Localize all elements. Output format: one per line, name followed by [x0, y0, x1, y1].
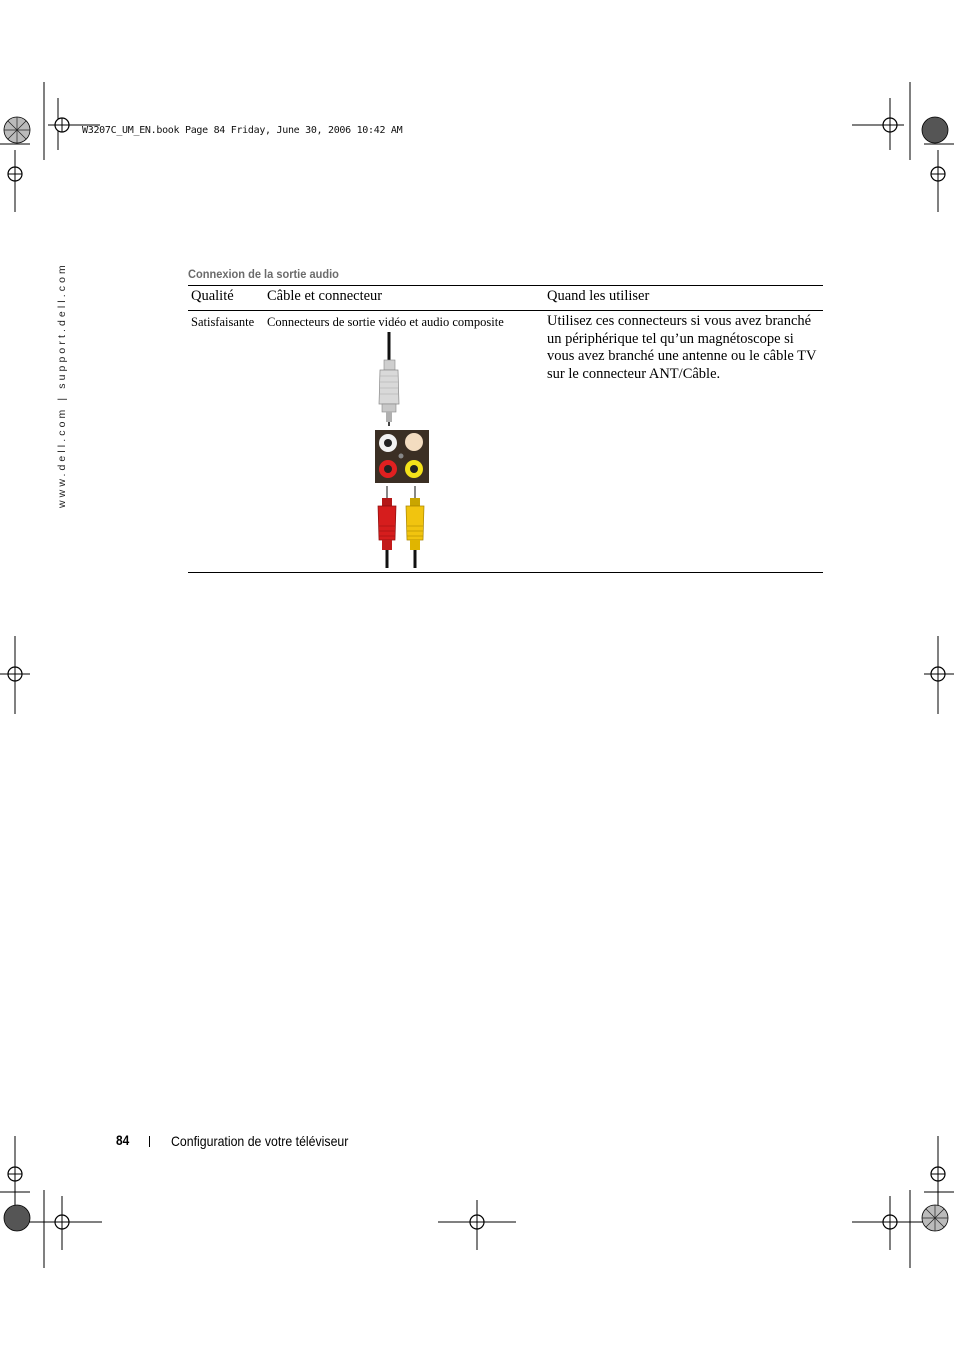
- footer-section-title: Configuration de votre téléviseur: [171, 1133, 349, 1149]
- composite-cable-illustration: [370, 332, 436, 568]
- table-caption: Connexion de la sortie audio: [188, 267, 339, 281]
- side-url: www.dell.com | support.dell.com: [56, 262, 68, 508]
- print-header: W3207C_UM_EN.book Page 84 Friday, June 30, 2006 10:42 AM: [82, 125, 403, 136]
- header-rule: [188, 310, 823, 311]
- footer-separator: [149, 1136, 150, 1147]
- table-bottom-rule: [188, 572, 823, 573]
- header-cable: Câble et connecteur: [267, 288, 383, 304]
- header-usage: Quand les utiliser: [547, 288, 650, 304]
- header-quality: Qualité: [191, 288, 234, 304]
- cell-cable: Connecteurs de sortie vidéo et audio composite: [267, 315, 504, 329]
- table-top-rule: [188, 285, 823, 286]
- cell-quality: Satisfaisante: [191, 315, 255, 329]
- cell-usage: Utilisez ces connecteurs si vous avez branché un périphérique tel qu’un magnétoscope si vous avez branché une antenne ou le câble TV sur le connecteur ANT/Câble.: [547, 313, 817, 383]
- page-number: 84: [116, 1132, 130, 1148]
